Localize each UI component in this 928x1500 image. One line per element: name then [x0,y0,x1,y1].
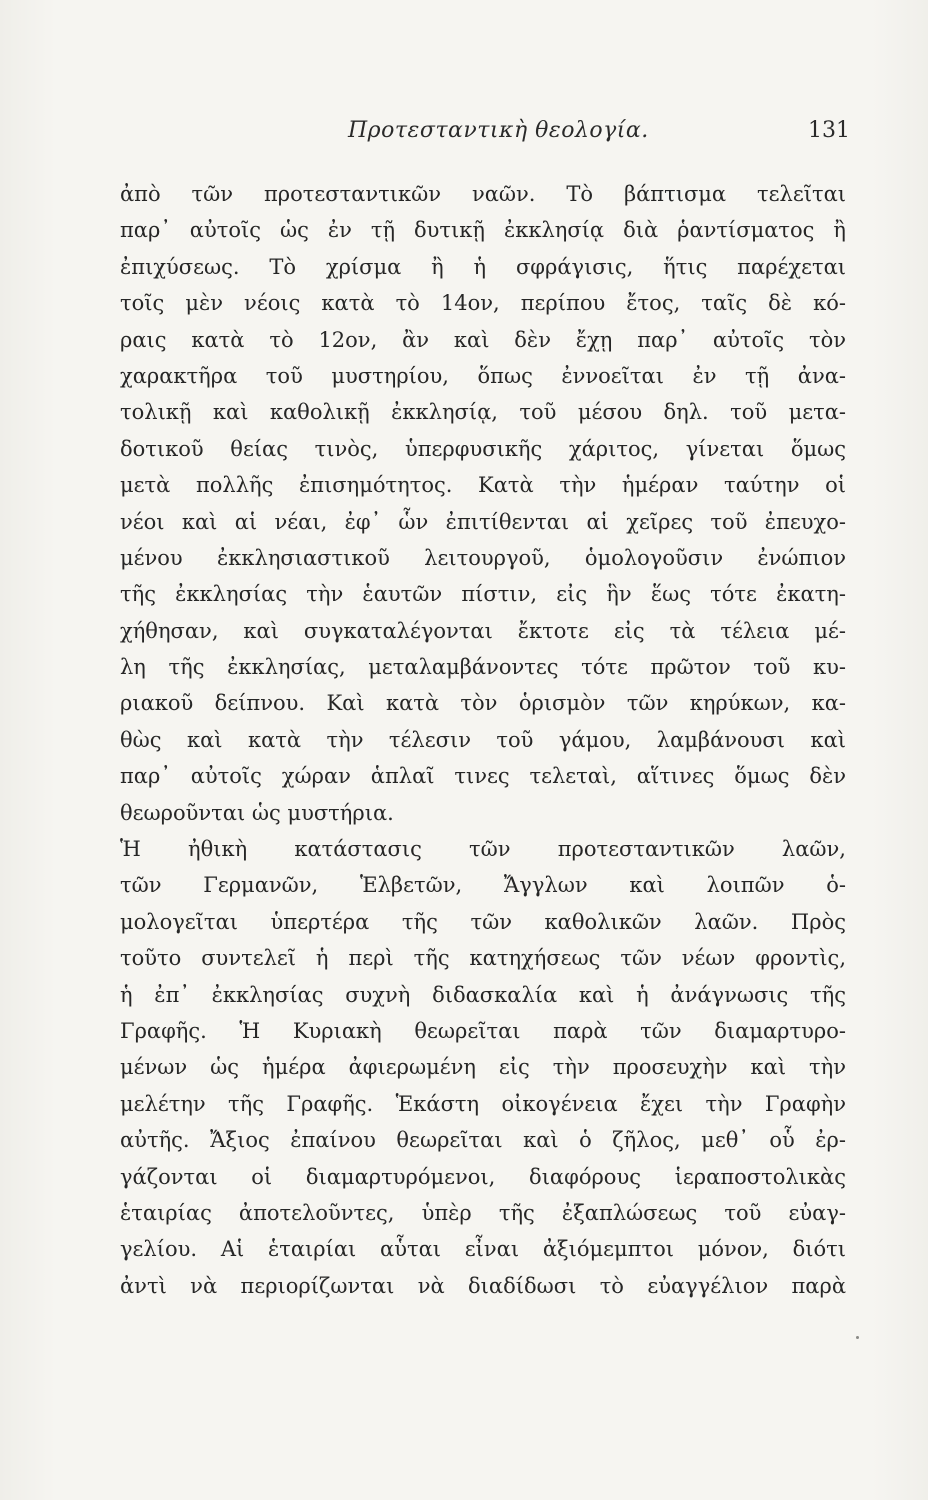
text-line: τοῖς μὲν νέοις κατὰ τὸ 14ον, περίπου ἔτος, ταῖς δὲ κό- [120,291,846,316]
text-line: Γραφῆς. Ἡ Κυριακὴ θεωρεῖται παρὰ τῶν διαμαρτυρο- [120,1018,846,1043]
text-line: ἡ ἐπ᾽ ἐκκλησίας συχνὴ διδασκαλία καὶ ἡ ἀνάγνωσις τῆς [120,982,846,1007]
text-line: ἑταιρίας ἀποτελοῦντες, ὑπὲρ τῆς ἐξαπλώσεως τοῦ εὐαγ- [120,1200,846,1225]
text-line: ἐπιχύσεως. Τὸ χρίσμα ἢ ἡ σφράγισις, ἥτις παρέχεται [120,254,846,279]
text-line: θεωροῦνται ὡς μυστήρια. [120,800,394,825]
text-line: χαρακτῆρα τοῦ μυστηρίου, ὅπως ἐννοεῖται ἐν τῇ ἀνα- [120,363,846,388]
text-line: γελίου. Αἱ ἑταιρίαι αὗται εἶναι ἀξιόμεμπτοι μόνον, διότι [120,1237,846,1262]
text-line: χήθησαν, καὶ συγκαταλέγονται ἔκτοτε εἰς τὰ τέλεια μέ- [120,618,846,643]
text-line: τολικῇ καὶ καθολικῇ ἐκκλησίᾳ, τοῦ μέσου δηλ. τοῦ μετα- [120,400,846,425]
text-line: λη τῆς ἐκκλησίας, μεταλαμβάνοντες τότε πρῶτον τοῦ κυ- [120,655,846,680]
text-line: τοῦτο συντελεῖ ἡ περὶ τῆς κατηχήσεως τῶν νέων φροντὶς, [120,946,846,971]
text-line: ἀπὸ τῶν προτεσταντικῶν ναῶν. Τὸ βάπτισμα τελεῖται [120,182,846,206]
ink-speck [856,1336,859,1339]
text-line: νέοι καὶ αἱ νέαι, ἐφ᾽ ὧν ἐπιτίθενται αἱ χεῖρες τοῦ ἐπευχο- [120,509,846,534]
text-line: παρ᾽ αὐτοῖς ὡς ἐν τῇ δυτικῇ ἐκκλησίᾳ διὰ ῥαντίσματος ἢ [120,218,846,243]
text-line: ριακοῦ δείπνου. Καὶ κατὰ τὸν ὁρισμὸν τῶν κηρύκων, κα- [120,691,846,716]
text-line: ραις κατὰ τὸ 12ον, ἂν καὶ δὲν ἔχῃ παρ᾽ αὐτοῖς τὸν [120,327,846,352]
text-line: αὐτῆς. Ἄξιος ἐπαίνου θεωρεῖται καὶ ὁ ζῆλος, μεθ᾽ οὗ ἐρ- [120,1128,846,1153]
page-header [120,118,850,154]
text-line: Ἡ ἠθικὴ κατάστασις τῶν προτεσταντικῶν λαῶν, [120,837,846,862]
text-line: θὼς καὶ κατὰ τὴν τέλεσιν τοῦ γάμου, λαμβάνουσι καὶ [120,727,846,752]
text-line: μένου ἐκκλησιαστικοῦ λειτουργοῦ, ὁμολογοῦσιν ἐνώπιον [120,545,846,570]
text-line: μένων ὡς ἡμέρα ἀφιερωμένη εἰς τὴν προσευχὴν καὶ τὴν [120,1055,846,1080]
page-number: 131 [808,118,850,143]
text-line: μολογεῖται ὑπερτέρα τῆς τῶν καθολικῶν λαῶν. Πρὸς [120,909,846,934]
body-text [120,176,846,1304]
text-line: μετὰ πολλῆς ἐπισημότητος. Κατὰ τὴν ἡμέραν ταύτην οἱ [120,473,846,498]
text-line: γάζονται οἱ διαμαρτυρόμενοι, διαφόρους ἱεραποστολικὰς [120,1164,846,1189]
text-line: δοτικοῦ θείας τινὸς, ὑπερφυσικῆς χάριτος, γίνεται ὅμως [120,436,846,461]
text-line: μελέτην τῆς Γραφῆς. Ἑκάστη οἰκογένεια ἔχει τὴν Γραφὴν [120,1091,846,1116]
text-line: τῆς ἐκκλησίας τὴν ἑαυτῶν πίστιν, εἰς ἣν ἕως τότε ἐκατη- [120,582,846,607]
text-line: ἀντὶ νὰ περιορίζωνται νὰ διαδίδωσι τὸ εὐαγγέλιον παρὰ [120,1273,846,1298]
text-line: παρ᾽ αὐτοῖς χώραν ἁπλαῖ τινες τελεταὶ, αἵτινες ὅμως δὲν [120,764,846,789]
text-line: τῶν Γερμανῶν, Ἑλβετῶν, Ἄγγλων καὶ λοιπῶν ὁ- [120,873,846,898]
running-title: Προτεσταντικὴ θεολογία. [348,118,649,143]
